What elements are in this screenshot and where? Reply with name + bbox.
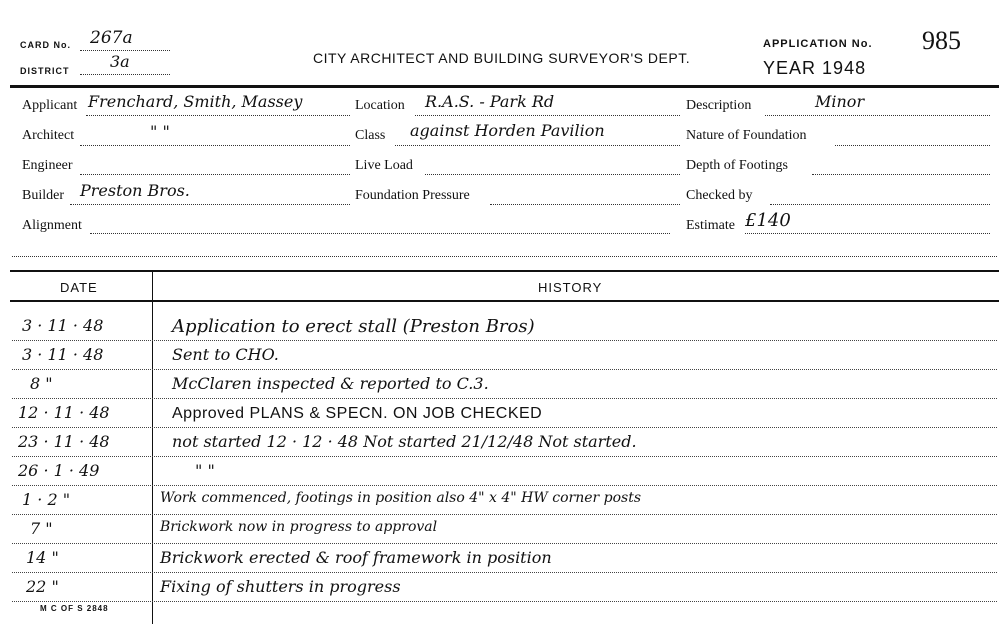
applicant-line bbox=[86, 115, 350, 116]
foundation-pressure-line bbox=[490, 204, 680, 205]
row-line bbox=[12, 485, 997, 486]
foundation-pressure-label: Foundation Pressure bbox=[355, 188, 470, 203]
row-line bbox=[12, 427, 997, 428]
checked-by-label: Checked by bbox=[686, 188, 753, 203]
live-load-line bbox=[425, 174, 680, 175]
district-value: 3a bbox=[110, 52, 130, 71]
district-label: DISTRICT bbox=[20, 66, 70, 76]
row-line bbox=[12, 601, 997, 602]
builder-label: Builder bbox=[22, 188, 64, 203]
application-no-label: APPLICATION No. bbox=[763, 38, 873, 50]
architect-line bbox=[80, 145, 350, 146]
department-title: CITY ARCHITECT AND BUILDING SURVEYOR'S DEPT. bbox=[313, 50, 691, 66]
applicant-label: Applicant bbox=[22, 98, 78, 113]
builder-line bbox=[70, 204, 350, 205]
application-no-value: 985 bbox=[922, 26, 961, 55]
header-rule bbox=[10, 85, 999, 88]
form-code: M C OF S 2848 bbox=[40, 604, 109, 613]
history-row-date: 22 " bbox=[26, 577, 59, 596]
class-line bbox=[395, 145, 680, 146]
row-line bbox=[12, 543, 997, 544]
history-row-date: 3 · 11 · 48 bbox=[22, 345, 104, 364]
estimate-label: Estimate bbox=[686, 218, 735, 233]
nature-of-foundation-label: Nature of Foundation bbox=[686, 128, 807, 143]
history-header: HISTORY bbox=[538, 280, 603, 295]
history-row-date: 23 · 11 · 48 bbox=[18, 432, 110, 451]
history-row-date: 14 " bbox=[26, 548, 59, 567]
history-row-date: 8 " bbox=[30, 374, 53, 393]
card-no-label: CARD No. bbox=[20, 40, 71, 50]
alignment-line bbox=[90, 233, 670, 234]
history-row-text: Brickwork erected & roof framework in position bbox=[160, 548, 552, 567]
district-underline bbox=[80, 74, 170, 75]
history-row-text: McClaren inspected & reported to C.3. bbox=[172, 374, 489, 393]
live-load-label: Live Load bbox=[355, 158, 413, 173]
nature-line bbox=[835, 145, 990, 146]
location-label: Location bbox=[355, 98, 405, 113]
history-row-text: " " bbox=[195, 461, 215, 480]
history-row-date: 3 · 11 · 48 bbox=[22, 316, 104, 335]
estimate-value: £140 bbox=[745, 210, 791, 231]
applicant-value: Frenchard, Smith, Massey bbox=[88, 92, 303, 111]
alignment-label: Alignment bbox=[22, 218, 82, 233]
history-row-text: Sent to CHO. bbox=[172, 345, 279, 364]
estimate-line bbox=[745, 233, 990, 234]
date-header: DATE bbox=[60, 280, 98, 295]
row-line bbox=[12, 369, 997, 370]
location-line bbox=[415, 115, 680, 116]
year-value: 1948 bbox=[822, 58, 867, 78]
history-row-text: Work commenced, footings in position also 4" x 4" HW corner posts bbox=[160, 490, 642, 506]
architect-label: Architect bbox=[22, 128, 75, 143]
description-label: Description bbox=[686, 98, 752, 113]
class-label: Class bbox=[355, 128, 386, 143]
row-line bbox=[12, 398, 997, 399]
builder-value: Preston Bros. bbox=[80, 181, 190, 200]
history-row-date: 12 · 11 · 48 bbox=[18, 403, 110, 422]
history-row-text: not started 12 · 12 · 48 Not started 21/12/48 Not started. bbox=[172, 432, 637, 451]
history-top-rule bbox=[10, 270, 999, 272]
card-no-underline bbox=[80, 50, 170, 51]
year-label-text: YEAR bbox=[763, 58, 817, 78]
history-row-date: 7 " bbox=[30, 519, 53, 538]
history-header-rule bbox=[10, 300, 999, 302]
class-value: against Horden Pavilion bbox=[410, 121, 605, 140]
history-row-date: 26 · 1 · 49 bbox=[18, 461, 100, 480]
history-row-text: Application to erect stall (Preston Bros) bbox=[172, 316, 535, 337]
row-line bbox=[12, 340, 997, 341]
description-value: Minor bbox=[815, 92, 865, 111]
year-label bbox=[763, 58, 866, 79]
row-line bbox=[12, 514, 997, 515]
card-no-value: 267a bbox=[90, 28, 133, 48]
engineer-label: Engineer bbox=[22, 158, 73, 173]
depth-line bbox=[812, 174, 990, 175]
checked-by-line bbox=[770, 204, 990, 205]
history-row-text: Fixing of shutters in progress bbox=[160, 577, 401, 596]
engineer-line bbox=[80, 174, 350, 175]
depth-of-footings-label: Depth of Footings bbox=[686, 158, 788, 173]
location-value: R.A.S. - Park Rd bbox=[425, 92, 555, 111]
blank-line bbox=[12, 256, 997, 257]
history-row-text: Brickwork now in progress to approval bbox=[160, 519, 438, 535]
row-line bbox=[12, 456, 997, 457]
history-row-text: Approved PLANS & SPECN. ON JOB CHECKED bbox=[172, 405, 543, 422]
architect-value: " " bbox=[150, 122, 170, 141]
row-line bbox=[12, 572, 997, 573]
description-line bbox=[765, 115, 990, 116]
history-row-date: 1 · 2 " bbox=[22, 490, 71, 509]
